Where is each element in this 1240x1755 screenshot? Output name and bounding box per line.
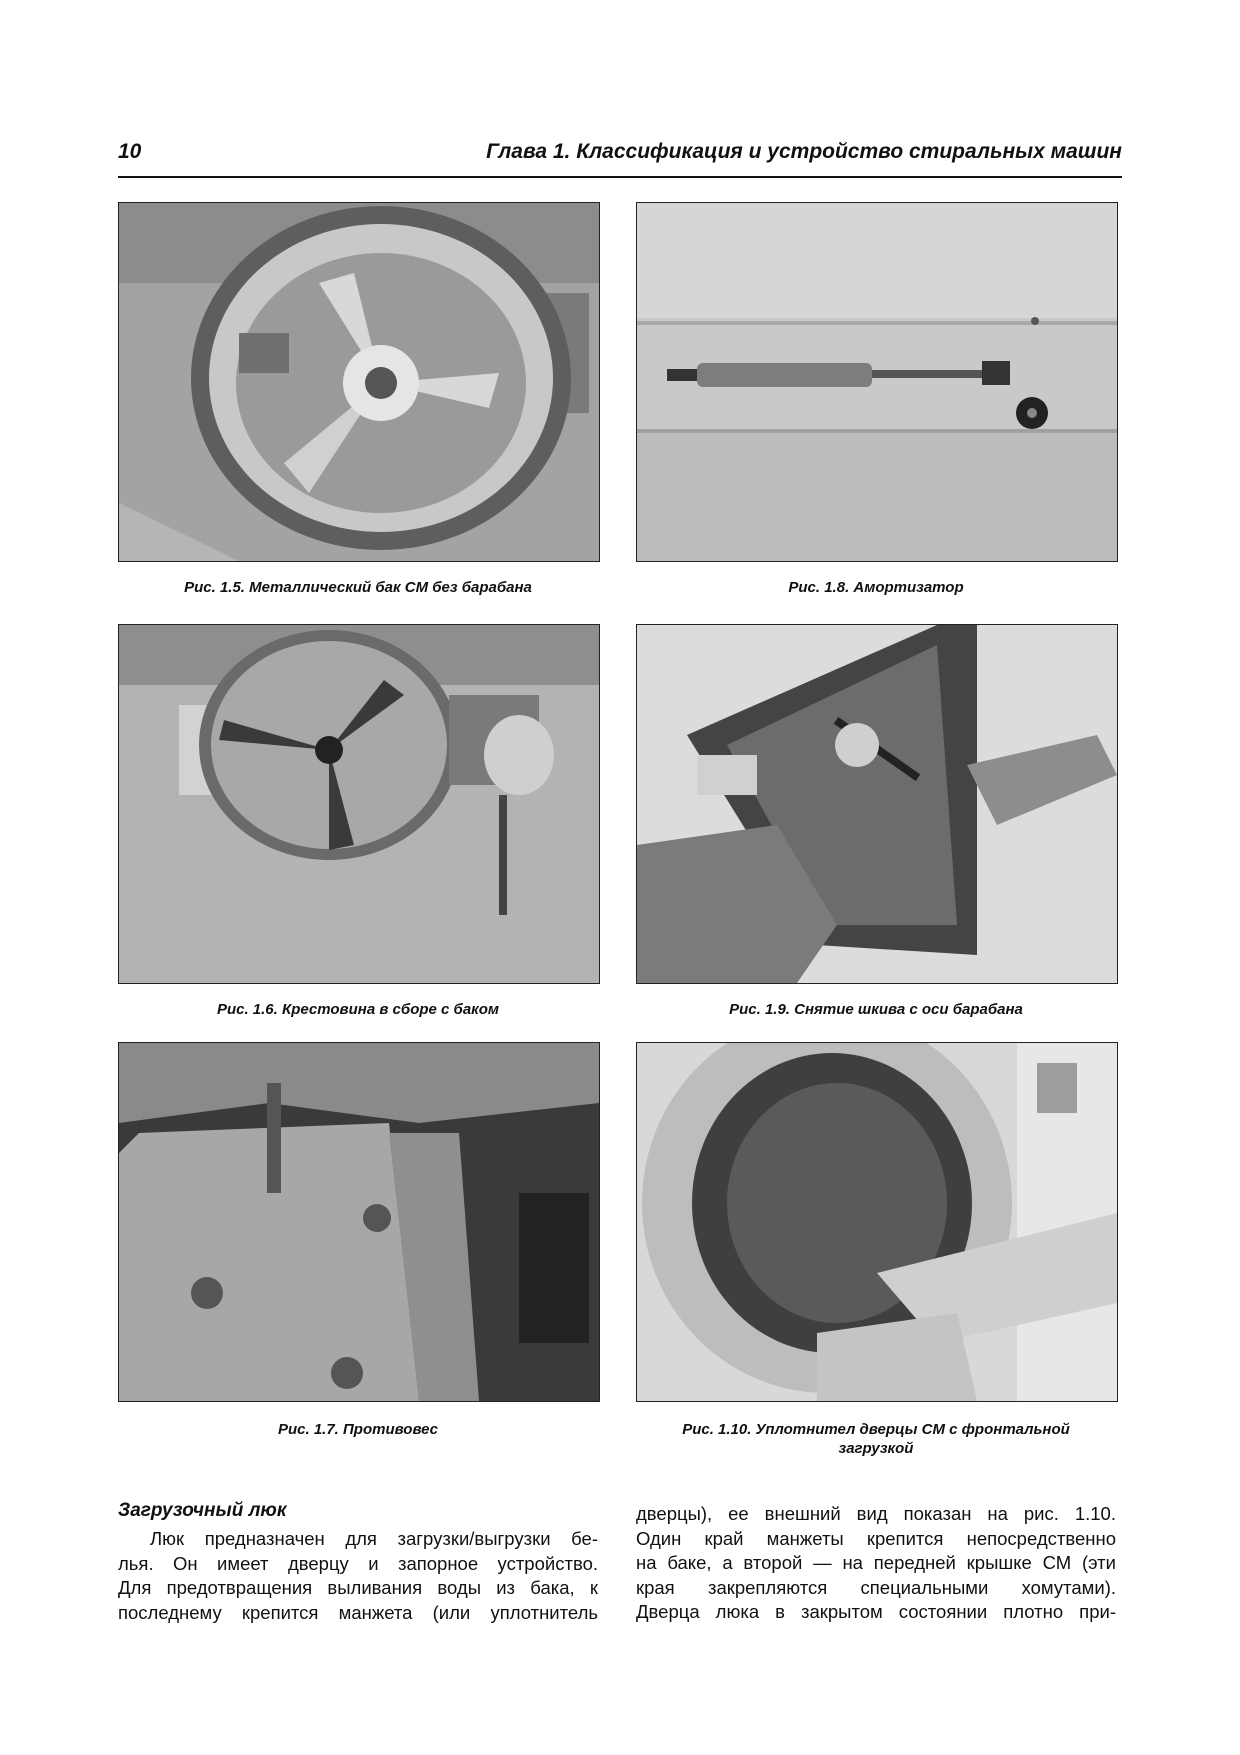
photo-counterweight xyxy=(118,1042,600,1402)
body-text-right-column xyxy=(636,1502,1116,1625)
body-text-left-column xyxy=(118,1527,598,1625)
figure-caption: Рис. 1.8. Амортизатор xyxy=(788,579,964,596)
running-header xyxy=(118,140,1122,178)
figure-caption: Рис. 1.6. Крестовина в сборе с баком xyxy=(216,1001,500,1018)
text-line: Один край манжеты крепится непосредственно xyxy=(636,1527,1116,1549)
chapter-title: Глава 1. Классификация и устройство стиральных машин xyxy=(486,140,1122,163)
figure-caption xyxy=(634,1420,1118,1458)
photo-pulley-removal xyxy=(636,624,1118,984)
caption-line: загрузкой xyxy=(838,1440,914,1457)
page-number: 10 xyxy=(118,140,142,163)
photo-metal-tub xyxy=(118,202,600,562)
figure-caption: Рис. 1.7. Противовес xyxy=(277,1421,439,1438)
text-line: лья. Он имеет дверцу и запорное устройство. xyxy=(118,1552,598,1574)
text-line: Для предотвращения выливания воды из бака, к xyxy=(118,1577,598,1599)
text-line: последнему крепится манжета (или уплотнитель xyxy=(118,1601,598,1623)
text-line: Дверца люка в закрытом состоянии плотно при- xyxy=(636,1601,1116,1623)
text-line: края закрепляются специальными хомутами). xyxy=(636,1576,1116,1598)
photo-spider-assembly xyxy=(118,624,600,984)
figure-caption: Рис. 1.5. Металлический бак СМ без барабана xyxy=(184,579,532,596)
text-line: Люк предназначен для загрузки/выгрузки бе- xyxy=(150,1528,598,1549)
text-line: на баке, а второй — на передней крышке СМ (эти xyxy=(636,1552,1116,1574)
figure-caption: Рис. 1.9. Снятие шкива с оси барабана xyxy=(729,1001,1023,1018)
section-title: Загрузочный люк xyxy=(118,1500,287,1521)
photo-door-seal xyxy=(636,1042,1118,1402)
photo-shock-absorber xyxy=(636,202,1118,562)
text-line: дверцы), ее внешний вид показан на рис. 1.10. xyxy=(636,1503,1116,1524)
caption-line: Рис. 1.10. Уплотнител дверцы СМ с фронтальной xyxy=(682,1421,1070,1438)
